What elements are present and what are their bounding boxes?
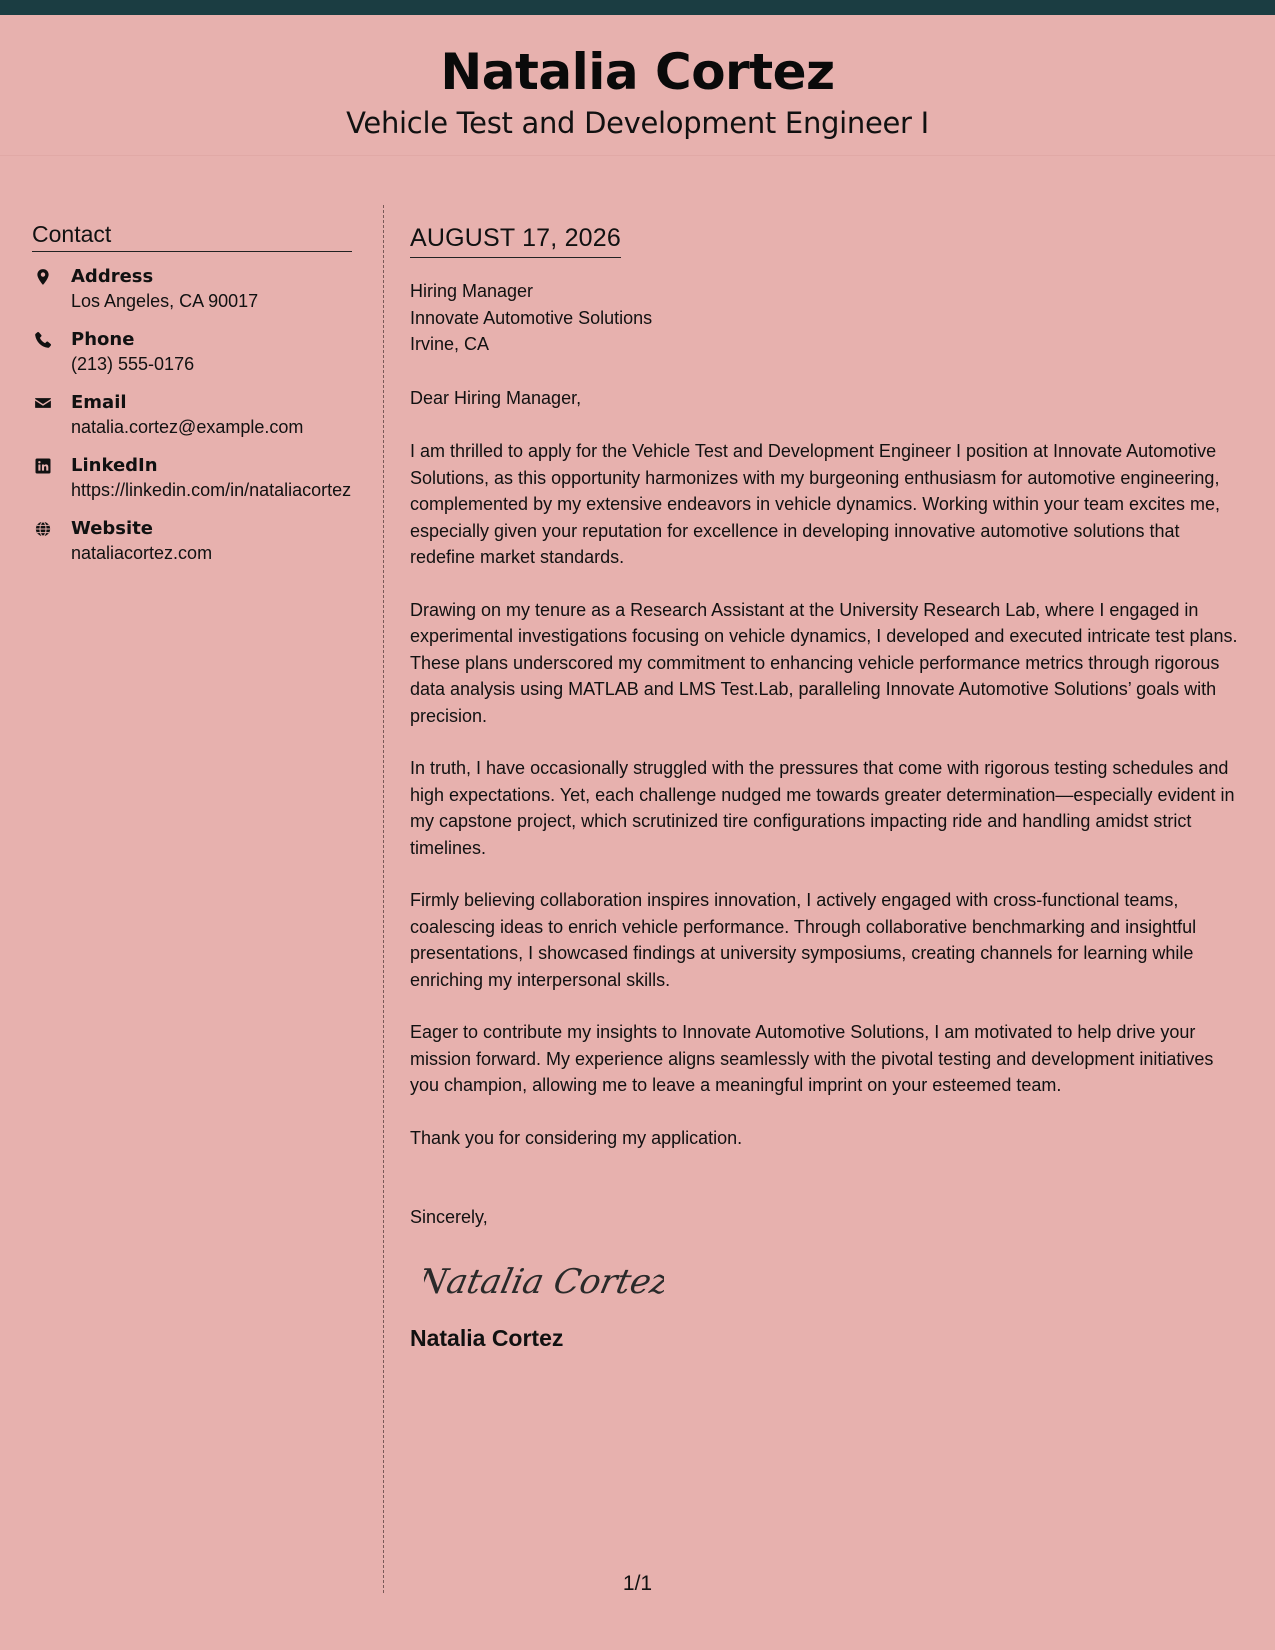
contact-heading: Contact (32, 218, 352, 252)
recipient-line: Innovate Automotive Solutions (410, 307, 653, 328)
body-paragraph: Eager to contribute my insights to Innovate Automotive Solutions, I am motivated to help drive your mission forward. My experience aligns seamlessly with the pivotal testing and development initiatives you champion, allowing me to leave a meaningful imprint on your esteemed team. (410, 1022, 1214, 1095)
letter-body (410, 221, 1246, 1353)
contact-label: Email (71, 392, 127, 413)
contact-value: nataliacortez.com (71, 543, 213, 563)
salutation: Dear Hiring Manager, (410, 387, 582, 408)
body-paragraph: Firmly believing collaboration inspires innovation, I actively engaged with cross-functional teams, coalescing ideas to enrich vehicle performance. Through collaborative benchmarking and insightful presentations, I showcased findings at university symposiums, creating channels for learning while enriching my interpersonal skills. (410, 890, 1197, 990)
letter-date: AUGUST 17, 2026 (410, 221, 621, 258)
top-accent-bar (0, 0, 1275, 15)
contact-label: Phone (71, 329, 135, 350)
body-paragraph: Drawing on my tenure as a Research Assistant at the University Research Lab, where I engaged in experimental investigations focusing on vehicle dynamics, I developed and executed intricate test plans. These plans underscored my commitment to enhancing vehicle performance metrics through rigorous data analysis using MATLAB and LMS Test.Lab, paralleling Innovate Automotive Solutions’ goals with precision. (410, 599, 1238, 726)
recipient-block (410, 278, 1246, 358)
signer-name: Natalia Cortez (410, 1324, 564, 1351)
job-title: Vehicle Test and Development Engineer I (346, 106, 929, 140)
sign-off: Sincerely, (410, 1207, 488, 1227)
closing-line: Thank you for considering my application. (410, 1127, 743, 1148)
recipient-line: Hiring Manager (410, 281, 534, 301)
map-pin-icon (34, 268, 52, 286)
contact-label: Address (71, 266, 154, 287)
envelope-icon (34, 394, 52, 412)
phone-icon (34, 331, 52, 349)
contact-address (32, 264, 352, 314)
contact-value: (213) 555-0176 (71, 354, 195, 374)
contact-label: Website (71, 518, 154, 539)
applicant-name: Natalia Cortez (440, 43, 835, 101)
contact-email (32, 390, 352, 440)
contact-website (32, 516, 352, 566)
globe-icon (34, 520, 52, 538)
contact-linkedin (32, 453, 352, 503)
page-number: 1/1 (622, 1572, 653, 1595)
contact-value: Los Angeles, CA 90017 (71, 291, 259, 311)
linkedin-icon (34, 457, 52, 475)
contact-value: https://linkedin.com/in/nataliacortez (71, 480, 352, 500)
recipient-line: Irvine, CA (410, 334, 490, 354)
signature-text: Natalia Cortez (424, 1261, 664, 1302)
handwritten-signature (424, 1251, 1246, 1309)
body-paragraph: I am thrilled to apply for the Vehicle Test and Development Engineer I position at Innovate Automotive Solutions, as this opportunity harmonizes with my burgeoning enthusiasm for automotive engineering, complemented by my extensive endeavors in vehicle dynamics. Working within your team excites me, especially given your reputation for excellence in developing innovative automotive solutions that redefine market standards. (410, 441, 1221, 567)
contact-phone (32, 327, 352, 377)
document-header (0, 15, 1275, 156)
contact-sidebar (32, 218, 352, 579)
contact-label: LinkedIn (71, 455, 158, 476)
contact-value: natalia.cortez@example.com (71, 417, 304, 437)
body-paragraph: In truth, I have occasionally struggled with the pressures that come with rigorous testing schedules and high expectations. Yet, each challenge nudged me towards greater determination—especially evident in my capstone project, which scrutinized tire configurations impacting ride and handling amidst strict timelines. (410, 758, 1235, 858)
column-divider (383, 205, 384, 1593)
